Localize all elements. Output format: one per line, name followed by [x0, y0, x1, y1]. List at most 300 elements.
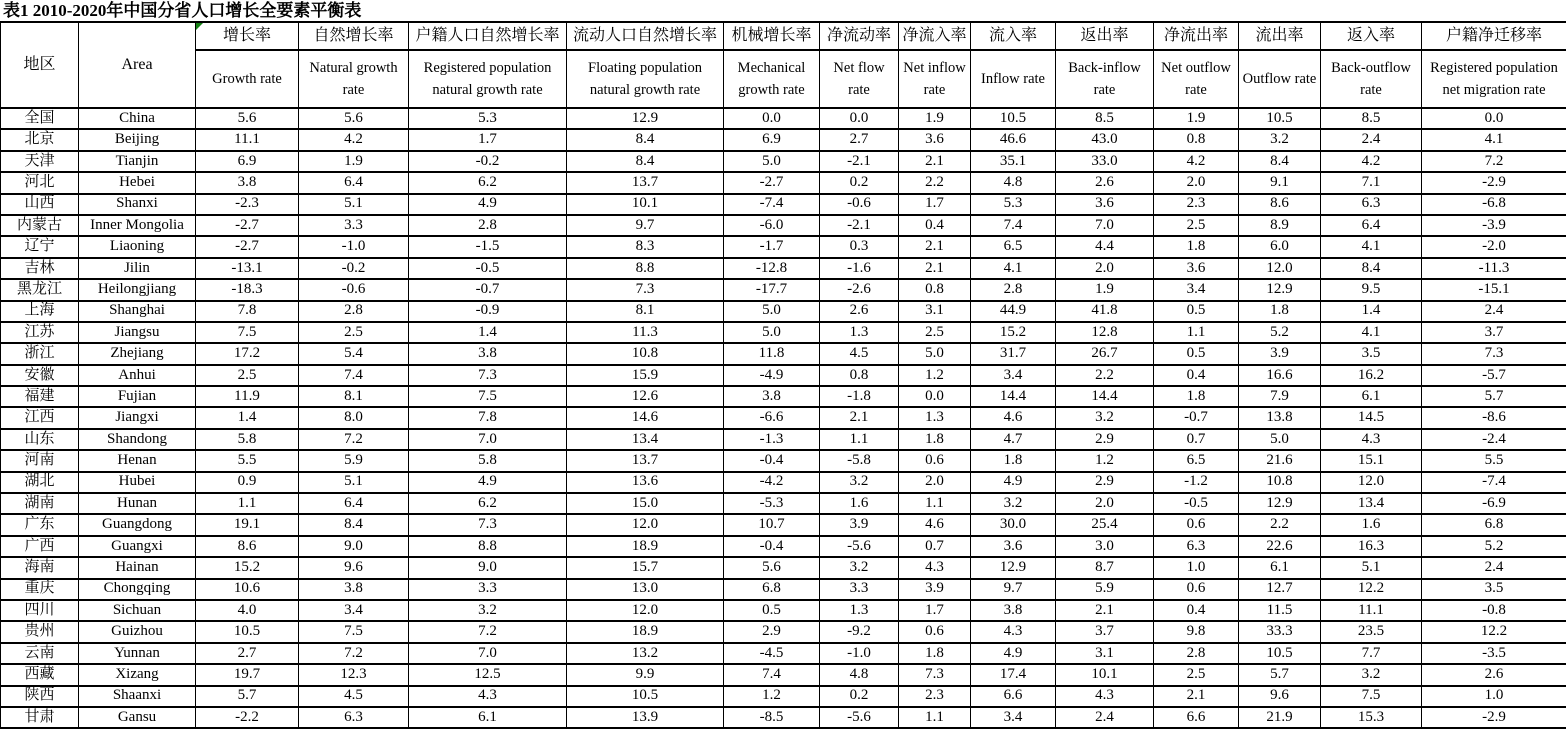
- value-cell[interactable]: 12.0: [567, 514, 724, 535]
- value-cell[interactable]: 3.4: [971, 365, 1056, 386]
- value-cell[interactable]: 18.9: [567, 536, 724, 557]
- value-cell[interactable]: 8.4: [567, 151, 724, 172]
- value-cell[interactable]: 12.0: [1239, 258, 1321, 279]
- region-name-en[interactable]: Jiangsu: [79, 322, 196, 343]
- value-cell[interactable]: 2.0: [1056, 493, 1154, 514]
- region-name-en[interactable]: Guangdong: [79, 514, 196, 535]
- value-cell[interactable]: 3.5: [1422, 579, 1566, 600]
- value-cell[interactable]: -1.3: [724, 429, 820, 450]
- value-cell[interactable]: 15.1: [1321, 450, 1422, 471]
- value-cell[interactable]: -1.0: [820, 643, 899, 664]
- value-cell[interactable]: 0.2: [820, 172, 899, 193]
- value-cell[interactable]: 15.3: [1321, 707, 1422, 728]
- value-cell[interactable]: 0.0: [1422, 108, 1566, 129]
- value-cell[interactable]: 2.9: [724, 621, 820, 642]
- value-cell[interactable]: 10.5: [1239, 108, 1321, 129]
- value-cell[interactable]: 7.0: [409, 643, 567, 664]
- value-cell[interactable]: -0.2: [409, 151, 567, 172]
- value-cell[interactable]: 1.2: [899, 365, 971, 386]
- value-cell[interactable]: -1.6: [820, 258, 899, 279]
- value-cell[interactable]: -12.8: [724, 258, 820, 279]
- value-cell[interactable]: -2.9: [1422, 172, 1566, 193]
- value-cell[interactable]: -6.8: [1422, 194, 1566, 215]
- value-cell[interactable]: 5.3: [971, 194, 1056, 215]
- value-cell[interactable]: 7.3: [899, 664, 971, 685]
- value-cell[interactable]: 13.4: [567, 429, 724, 450]
- value-cell[interactable]: -0.9: [409, 301, 567, 322]
- value-cell[interactable]: 3.9: [899, 579, 971, 600]
- value-cell[interactable]: 6.5: [1154, 450, 1239, 471]
- value-cell[interactable]: 2.5: [299, 322, 409, 343]
- region-name-zh[interactable]: 吉林: [1, 258, 79, 279]
- value-cell[interactable]: -3.5: [1422, 643, 1566, 664]
- region-name-zh[interactable]: 甘肃: [1, 707, 79, 728]
- value-cell[interactable]: 0.5: [1154, 343, 1239, 364]
- value-cell[interactable]: 8.4: [567, 129, 724, 150]
- value-cell[interactable]: 7.8: [196, 301, 299, 322]
- value-cell[interactable]: 26.7: [1056, 343, 1154, 364]
- value-cell[interactable]: 3.9: [820, 514, 899, 535]
- value-cell[interactable]: 1.4: [1321, 301, 1422, 322]
- value-cell[interactable]: 0.5: [724, 600, 820, 621]
- region-name-en[interactable]: Shanghai: [79, 301, 196, 322]
- value-cell[interactable]: 16.3: [1321, 536, 1422, 557]
- value-cell[interactable]: 6.3: [1154, 536, 1239, 557]
- region-name-zh[interactable]: 山西: [1, 194, 79, 215]
- value-cell[interactable]: 1.3: [820, 322, 899, 343]
- value-cell[interactable]: -6.9: [1422, 493, 1566, 514]
- value-cell[interactable]: 5.8: [409, 450, 567, 471]
- column-header-en[interactable]: Net flow rate: [820, 50, 899, 108]
- value-cell[interactable]: 5.3: [409, 108, 567, 129]
- value-cell[interactable]: 10.1: [1056, 664, 1154, 685]
- region-name-zh[interactable]: 江苏: [1, 322, 79, 343]
- value-cell[interactable]: 1.9: [899, 108, 971, 129]
- value-cell[interactable]: 1.0: [1154, 557, 1239, 578]
- value-cell[interactable]: 2.4: [1422, 301, 1566, 322]
- value-cell[interactable]: 2.5: [196, 365, 299, 386]
- value-cell[interactable]: 11.5: [1239, 600, 1321, 621]
- value-cell[interactable]: 3.8: [196, 172, 299, 193]
- column-header-en[interactable]: Growth rate: [196, 50, 299, 108]
- value-cell[interactable]: 14.4: [971, 386, 1056, 407]
- value-cell[interactable]: 1.0: [1422, 686, 1566, 707]
- value-cell[interactable]: -11.3: [1422, 258, 1566, 279]
- value-cell[interactable]: -4.5: [724, 643, 820, 664]
- value-cell[interactable]: 4.0: [196, 600, 299, 621]
- value-cell[interactable]: 12.0: [1321, 472, 1422, 493]
- value-cell[interactable]: 4.6: [971, 407, 1056, 428]
- value-cell[interactable]: -5.7: [1422, 365, 1566, 386]
- value-cell[interactable]: 8.5: [1321, 108, 1422, 129]
- value-cell[interactable]: 5.6: [724, 557, 820, 578]
- value-cell[interactable]: 8.4: [299, 514, 409, 535]
- value-cell[interactable]: 7.2: [299, 429, 409, 450]
- value-cell[interactable]: 7.1: [1321, 172, 1422, 193]
- value-cell[interactable]: 12.2: [1321, 579, 1422, 600]
- value-cell[interactable]: -5.3: [724, 493, 820, 514]
- column-header-zh[interactable]: 流出率: [1239, 22, 1321, 50]
- region-name-en[interactable]: Hebei: [79, 172, 196, 193]
- value-cell[interactable]: -2.6: [820, 279, 899, 300]
- value-cell[interactable]: 2.3: [1154, 194, 1239, 215]
- value-cell[interactable]: -0.6: [820, 194, 899, 215]
- value-cell[interactable]: 43.0: [1056, 129, 1154, 150]
- value-cell[interactable]: 2.2: [1056, 365, 1154, 386]
- value-cell[interactable]: 5.0: [724, 151, 820, 172]
- value-cell[interactable]: 1.1: [1154, 322, 1239, 343]
- value-cell[interactable]: -5.6: [820, 536, 899, 557]
- value-cell[interactable]: -7.4: [1422, 472, 1566, 493]
- column-header-en[interactable]: Registered population natural growth rate: [409, 50, 567, 108]
- value-cell[interactable]: 2.2: [899, 172, 971, 193]
- value-cell[interactable]: 2.2: [1239, 514, 1321, 535]
- region-name-zh[interactable]: 福建: [1, 386, 79, 407]
- value-cell[interactable]: 12.3: [299, 664, 409, 685]
- value-cell[interactable]: 4.3: [1056, 686, 1154, 707]
- value-cell[interactable]: 0.6: [899, 621, 971, 642]
- value-cell[interactable]: -8.6: [1422, 407, 1566, 428]
- value-cell[interactable]: 0.8: [899, 279, 971, 300]
- value-cell[interactable]: -13.1: [196, 258, 299, 279]
- value-cell[interactable]: -2.7: [196, 236, 299, 257]
- value-cell[interactable]: 2.6: [1422, 664, 1566, 685]
- value-cell[interactable]: 1.3: [899, 407, 971, 428]
- value-cell[interactable]: 6.3: [1321, 194, 1422, 215]
- value-cell[interactable]: -2.9: [1422, 707, 1566, 728]
- region-name-en[interactable]: Guangxi: [79, 536, 196, 557]
- value-cell[interactable]: 2.1: [1154, 686, 1239, 707]
- value-cell[interactable]: 3.3: [299, 215, 409, 236]
- value-cell[interactable]: 7.2: [299, 643, 409, 664]
- column-header-zh[interactable]: 机械增长率: [724, 22, 820, 50]
- value-cell[interactable]: 12.8: [1056, 322, 1154, 343]
- value-cell[interactable]: 11.1: [196, 129, 299, 150]
- value-cell[interactable]: 10.5: [1239, 643, 1321, 664]
- value-cell[interactable]: 35.1: [971, 151, 1056, 172]
- value-cell[interactable]: 3.6: [1056, 194, 1154, 215]
- value-cell[interactable]: 6.6: [1154, 707, 1239, 728]
- value-cell[interactable]: 8.0: [299, 407, 409, 428]
- value-cell[interactable]: 4.5: [299, 686, 409, 707]
- value-cell[interactable]: 5.0: [724, 301, 820, 322]
- value-cell[interactable]: -2.7: [196, 215, 299, 236]
- value-cell[interactable]: 5.4: [299, 343, 409, 364]
- value-cell[interactable]: 4.8: [820, 664, 899, 685]
- value-cell[interactable]: 3.4: [1154, 279, 1239, 300]
- value-cell[interactable]: 2.9: [1056, 429, 1154, 450]
- value-cell[interactable]: 19.1: [196, 514, 299, 535]
- value-cell[interactable]: 0.8: [820, 365, 899, 386]
- value-cell[interactable]: 9.6: [299, 557, 409, 578]
- value-cell[interactable]: 3.7: [1056, 621, 1154, 642]
- value-cell[interactable]: 3.1: [1056, 643, 1154, 664]
- value-cell[interactable]: 2.1: [820, 407, 899, 428]
- value-cell[interactable]: 1.6: [820, 493, 899, 514]
- column-header-en[interactable]: Back-inflow rate: [1056, 50, 1154, 108]
- region-name-zh[interactable]: 重庆: [1, 579, 79, 600]
- value-cell[interactable]: 12.2: [1422, 621, 1566, 642]
- column-header-zh[interactable]: 户籍人口自然增长率: [409, 22, 567, 50]
- value-cell[interactable]: 3.3: [820, 579, 899, 600]
- value-cell[interactable]: 1.8: [1154, 386, 1239, 407]
- value-cell[interactable]: 4.6: [899, 514, 971, 535]
- value-cell[interactable]: 2.4: [1056, 707, 1154, 728]
- value-cell[interactable]: 3.2: [820, 557, 899, 578]
- value-cell[interactable]: 4.1: [1321, 322, 1422, 343]
- value-cell[interactable]: 9.9: [567, 664, 724, 685]
- value-cell[interactable]: 9.7: [971, 579, 1056, 600]
- value-cell[interactable]: 3.4: [299, 600, 409, 621]
- value-cell[interactable]: -1.7: [724, 236, 820, 257]
- value-cell[interactable]: -2.2: [196, 707, 299, 728]
- value-cell[interactable]: 10.8: [567, 343, 724, 364]
- value-cell[interactable]: 14.4: [1056, 386, 1154, 407]
- value-cell[interactable]: 2.4: [1321, 129, 1422, 150]
- region-name-en[interactable]: Anhui: [79, 365, 196, 386]
- value-cell[interactable]: 14.6: [567, 407, 724, 428]
- value-cell[interactable]: 4.9: [409, 472, 567, 493]
- value-cell[interactable]: 1.1: [820, 429, 899, 450]
- value-cell[interactable]: 1.8: [899, 643, 971, 664]
- value-cell[interactable]: 6.4: [1321, 215, 1422, 236]
- value-cell[interactable]: -0.5: [409, 258, 567, 279]
- value-cell[interactable]: 0.2: [820, 686, 899, 707]
- value-cell[interactable]: 7.5: [409, 386, 567, 407]
- region-name-en[interactable]: Heilongjiang: [79, 279, 196, 300]
- value-cell[interactable]: 15.9: [567, 365, 724, 386]
- value-cell[interactable]: 33.0: [1056, 151, 1154, 172]
- region-name-zh[interactable]: 西藏: [1, 664, 79, 685]
- column-header-en[interactable]: Net outflow rate: [1154, 50, 1239, 108]
- value-cell[interactable]: 5.9: [1056, 579, 1154, 600]
- value-cell[interactable]: 7.0: [1056, 215, 1154, 236]
- value-cell[interactable]: 6.4: [299, 172, 409, 193]
- value-cell[interactable]: 2.9: [1056, 472, 1154, 493]
- value-cell[interactable]: 3.8: [971, 600, 1056, 621]
- value-cell[interactable]: 12.9: [567, 108, 724, 129]
- value-cell[interactable]: 41.8: [1056, 301, 1154, 322]
- value-cell[interactable]: 0.4: [1154, 365, 1239, 386]
- region-name-en[interactable]: Guizhou: [79, 621, 196, 642]
- value-cell[interactable]: 8.6: [196, 536, 299, 557]
- value-cell[interactable]: -1.0: [299, 236, 409, 257]
- value-cell[interactable]: 2.0: [1056, 258, 1154, 279]
- value-cell[interactable]: 19.7: [196, 664, 299, 685]
- value-cell[interactable]: 2.3: [899, 686, 971, 707]
- value-cell[interactable]: 10.5: [567, 686, 724, 707]
- column-header-en[interactable]: Floating population natural growth rate: [567, 50, 724, 108]
- value-cell[interactable]: -2.1: [820, 215, 899, 236]
- value-cell[interactable]: 5.2: [1239, 322, 1321, 343]
- value-cell[interactable]: 2.5: [1154, 215, 1239, 236]
- value-cell[interactable]: 3.2: [1239, 129, 1321, 150]
- value-cell[interactable]: 2.8: [409, 215, 567, 236]
- value-cell[interactable]: 2.1: [899, 258, 971, 279]
- region-name-en[interactable]: Shandong: [79, 429, 196, 450]
- value-cell[interactable]: 1.2: [724, 686, 820, 707]
- column-header-zh[interactable]: 增长率: [196, 22, 299, 50]
- column-header-zh[interactable]: 返出率: [1056, 22, 1154, 50]
- value-cell[interactable]: -2.3: [196, 194, 299, 215]
- value-cell[interactable]: 7.4: [971, 215, 1056, 236]
- region-name-zh[interactable]: 内蒙古: [1, 215, 79, 236]
- value-cell[interactable]: 4.3: [1321, 429, 1422, 450]
- value-cell[interactable]: -6.0: [724, 215, 820, 236]
- value-cell[interactable]: 0.9: [196, 472, 299, 493]
- column-header-en[interactable]: Inflow rate: [971, 50, 1056, 108]
- value-cell[interactable]: 11.8: [724, 343, 820, 364]
- value-cell[interactable]: 4.2: [1154, 151, 1239, 172]
- value-cell[interactable]: 4.5: [820, 343, 899, 364]
- column-header-zh[interactable]: 流动人口自然增长率: [567, 22, 724, 50]
- value-cell[interactable]: 0.4: [899, 215, 971, 236]
- value-cell[interactable]: 4.8: [971, 172, 1056, 193]
- column-header-en[interactable]: Natural growth rate: [299, 50, 409, 108]
- region-name-zh[interactable]: 陕西: [1, 686, 79, 707]
- value-cell[interactable]: 5.1: [299, 472, 409, 493]
- value-cell[interactable]: 2.0: [1154, 172, 1239, 193]
- value-cell[interactable]: -2.4: [1422, 429, 1566, 450]
- value-cell[interactable]: 8.1: [567, 301, 724, 322]
- region-name-en[interactable]: Liaoning: [79, 236, 196, 257]
- value-cell[interactable]: 4.1: [1422, 129, 1566, 150]
- column-header-en[interactable]: Outflow rate: [1239, 50, 1321, 108]
- value-cell[interactable]: 12.9: [971, 557, 1056, 578]
- value-cell[interactable]: 10.6: [196, 579, 299, 600]
- value-cell[interactable]: -4.9: [724, 365, 820, 386]
- value-cell[interactable]: 5.5: [1422, 450, 1566, 471]
- value-cell[interactable]: 2.6: [1056, 172, 1154, 193]
- value-cell[interactable]: 0.7: [1154, 429, 1239, 450]
- value-cell[interactable]: 12.5: [409, 664, 567, 685]
- value-cell[interactable]: 12.9: [1239, 493, 1321, 514]
- value-cell[interactable]: 1.7: [409, 129, 567, 150]
- value-cell[interactable]: -8.5: [724, 707, 820, 728]
- column-header-zh[interactable]: 净流动率: [820, 22, 899, 50]
- value-cell[interactable]: -0.4: [724, 536, 820, 557]
- value-cell[interactable]: 6.1: [409, 707, 567, 728]
- value-cell[interactable]: 18.9: [567, 621, 724, 642]
- value-cell[interactable]: 25.4: [1056, 514, 1154, 535]
- region-name-zh[interactable]: 湖北: [1, 472, 79, 493]
- value-cell[interactable]: 15.7: [567, 557, 724, 578]
- value-cell[interactable]: 5.7: [1422, 386, 1566, 407]
- region-name-zh[interactable]: 上海: [1, 301, 79, 322]
- region-name-zh[interactable]: 贵州: [1, 621, 79, 642]
- value-cell[interactable]: 1.2: [1056, 450, 1154, 471]
- value-cell[interactable]: 11.1: [1321, 600, 1422, 621]
- value-cell[interactable]: 5.2: [1422, 536, 1566, 557]
- value-cell[interactable]: 9.6: [1239, 686, 1321, 707]
- value-cell[interactable]: 1.8: [1239, 301, 1321, 322]
- value-cell[interactable]: -5.6: [820, 707, 899, 728]
- value-cell[interactable]: 13.8: [1239, 407, 1321, 428]
- region-name-en[interactable]: Beijing: [79, 129, 196, 150]
- value-cell[interactable]: 12.0: [567, 600, 724, 621]
- value-cell[interactable]: 5.7: [1239, 664, 1321, 685]
- value-cell[interactable]: -0.7: [409, 279, 567, 300]
- value-cell[interactable]: -17.7: [724, 279, 820, 300]
- value-cell[interactable]: 13.0: [567, 579, 724, 600]
- value-cell[interactable]: 5.6: [299, 108, 409, 129]
- value-cell[interactable]: 4.9: [971, 472, 1056, 493]
- value-cell[interactable]: 3.0: [1056, 536, 1154, 557]
- region-name-zh[interactable]: 北京: [1, 129, 79, 150]
- value-cell[interactable]: 9.1: [1239, 172, 1321, 193]
- value-cell[interactable]: 13.6: [567, 472, 724, 493]
- value-cell[interactable]: -3.9: [1422, 215, 1566, 236]
- value-cell[interactable]: 6.2: [409, 493, 567, 514]
- value-cell[interactable]: 3.2: [820, 472, 899, 493]
- value-cell[interactable]: 15.2: [196, 557, 299, 578]
- value-cell[interactable]: 8.4: [1239, 151, 1321, 172]
- value-cell[interactable]: 7.5: [1321, 686, 1422, 707]
- value-cell[interactable]: 3.6: [971, 536, 1056, 557]
- value-cell[interactable]: -2.7: [724, 172, 820, 193]
- value-cell[interactable]: 3.6: [899, 129, 971, 150]
- value-cell[interactable]: 7.2: [1422, 151, 1566, 172]
- column-header-zh[interactable]: 净流入率: [899, 22, 971, 50]
- region-name-zh[interactable]: 广西: [1, 536, 79, 557]
- region-column-header-zh[interactable]: 地区: [1, 22, 79, 108]
- value-cell[interactable]: 7.2: [409, 621, 567, 642]
- value-cell[interactable]: 7.5: [196, 322, 299, 343]
- value-cell[interactable]: 10.5: [971, 108, 1056, 129]
- value-cell[interactable]: 7.9: [1239, 386, 1321, 407]
- value-cell[interactable]: 6.0: [1239, 236, 1321, 257]
- column-header-zh[interactable]: 流入率: [971, 22, 1056, 50]
- value-cell[interactable]: 3.8: [299, 579, 409, 600]
- value-cell[interactable]: 7.4: [724, 664, 820, 685]
- value-cell[interactable]: 1.8: [899, 429, 971, 450]
- region-name-en[interactable]: Zhejiang: [79, 343, 196, 364]
- value-cell[interactable]: 4.9: [409, 194, 567, 215]
- value-cell[interactable]: 3.3: [409, 579, 567, 600]
- value-cell[interactable]: -7.4: [724, 194, 820, 215]
- value-cell[interactable]: 1.1: [899, 493, 971, 514]
- region-name-zh[interactable]: 海南: [1, 557, 79, 578]
- value-cell[interactable]: 12.7: [1239, 579, 1321, 600]
- value-cell[interactable]: 6.6: [971, 686, 1056, 707]
- value-cell[interactable]: 7.8: [409, 407, 567, 428]
- value-cell[interactable]: 1.4: [409, 322, 567, 343]
- value-cell[interactable]: 21.6: [1239, 450, 1321, 471]
- region-name-en[interactable]: Xizang: [79, 664, 196, 685]
- value-cell[interactable]: 7.3: [409, 514, 567, 535]
- column-header-zh[interactable]: 户籍净迁移率: [1422, 22, 1566, 50]
- value-cell[interactable]: 4.1: [971, 258, 1056, 279]
- value-cell[interactable]: 12.6: [567, 386, 724, 407]
- region-name-en[interactable]: Inner Mongolia: [79, 215, 196, 236]
- region-name-en[interactable]: China: [79, 108, 196, 129]
- value-cell[interactable]: 1.4: [196, 407, 299, 428]
- column-header-en[interactable]: Back-outflow rate: [1321, 50, 1422, 108]
- value-cell[interactable]: 6.4: [299, 493, 409, 514]
- value-cell[interactable]: -15.1: [1422, 279, 1566, 300]
- value-cell[interactable]: 7.0: [409, 429, 567, 450]
- value-cell[interactable]: 0.0: [820, 108, 899, 129]
- value-cell[interactable]: 4.7: [971, 429, 1056, 450]
- value-cell[interactable]: 3.8: [724, 386, 820, 407]
- region-name-en[interactable]: Jiangxi: [79, 407, 196, 428]
- value-cell[interactable]: -2.1: [820, 151, 899, 172]
- value-cell[interactable]: 16.6: [1239, 365, 1321, 386]
- value-cell[interactable]: -0.2: [299, 258, 409, 279]
- value-cell[interactable]: 8.1: [299, 386, 409, 407]
- value-cell[interactable]: 11.9: [196, 386, 299, 407]
- value-cell[interactable]: 33.3: [1239, 621, 1321, 642]
